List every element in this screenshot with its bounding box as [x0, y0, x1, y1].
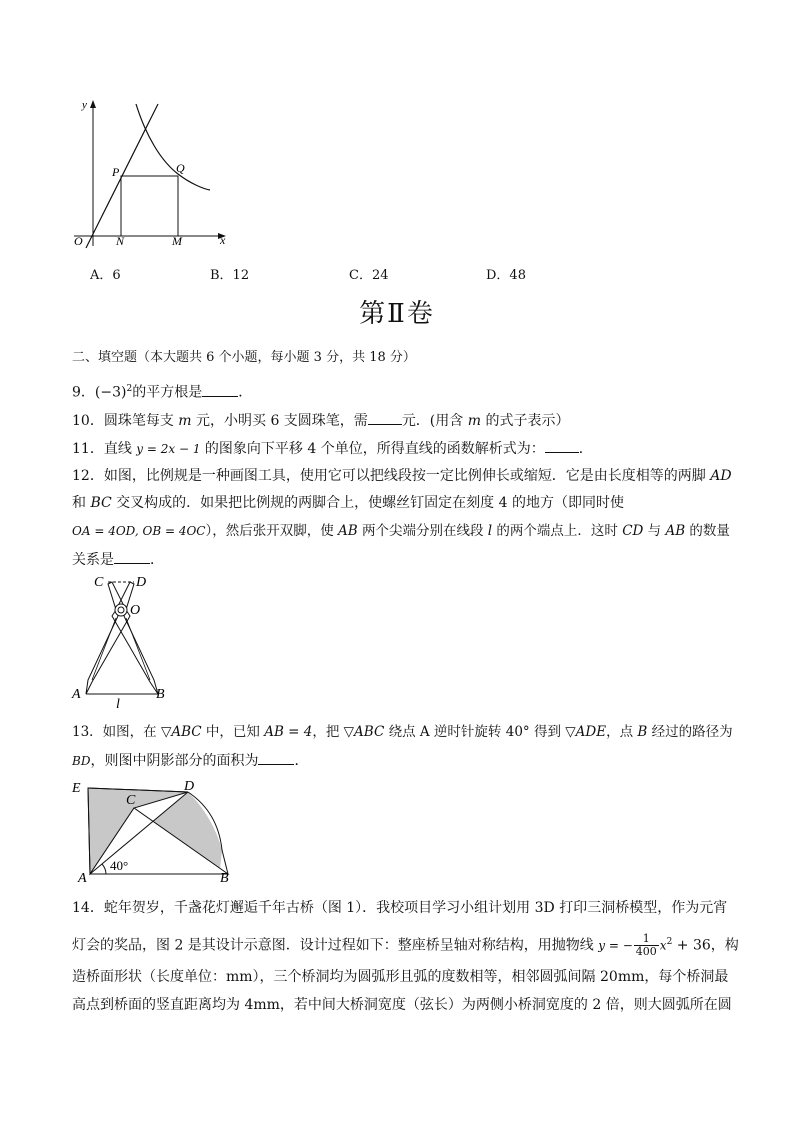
question-13-line-2 — [72, 750, 308, 771]
q13-l1g: 经过的路径为 — [647, 724, 733, 740]
q12-l4: 关系是 — [72, 552, 114, 568]
question-14-line-3: 造桥面形状（长度单位：mm），三个桥洞均为圆弧形且弧的度数相等，相邻圆弧间隔 20mm，每个桥洞最 — [72, 969, 729, 985]
q13-tri3: ▽ADE — [565, 724, 607, 740]
q14-fraction — [634, 933, 659, 958]
label-d: D — [136, 575, 147, 590]
q12-ab2: AB — [665, 523, 686, 539]
q12-l3a: ），然后张开双脚，使 — [205, 523, 339, 539]
question-14-line-1: 14．蛇年贺岁，千盏花灯邂逅千年古桥（图 1）．我校项目学习小组计划用 3D 打印三洞桥模型，作为元宵 — [72, 900, 728, 916]
q13-end: ． — [294, 753, 309, 769]
label-y: y — [82, 99, 87, 111]
label-o: O — [74, 234, 83, 248]
label-c: C — [94, 575, 104, 590]
label-p: P — [112, 165, 120, 179]
q14-y: y = − — [598, 938, 633, 953]
q10-part-b: 元，小明买 6 支圆珠笔，需 — [191, 413, 368, 429]
compass-leg-bc — [112, 582, 158, 694]
q12-l3d: 与 — [643, 523, 666, 539]
q11-part-a: 11．直线 — [72, 441, 137, 457]
q13-eq: AB = 4 — [264, 724, 313, 740]
option-b[interactable]: B．12 — [210, 268, 250, 283]
q12-equation: OA = 4OD, OB = 4OC — [72, 524, 206, 538]
q14-x-exp: 2 — [666, 937, 673, 947]
q9-base: (−3) — [94, 384, 127, 401]
q11-part-b: 的图象向下平移 4 个单位，所得直线的函数解析式为： — [200, 441, 545, 457]
q10-answer-blank[interactable] — [368, 410, 402, 425]
q9-answer-blank[interactable] — [202, 382, 238, 397]
q13-arc: BD — [72, 754, 91, 768]
q12-answer-blank[interactable] — [114, 549, 150, 564]
y-axis-arrow — [90, 100, 96, 108]
question-12-line-3 — [72, 521, 730, 541]
q14-frac-num: 1 — [634, 933, 659, 946]
label-angle: 40° — [110, 858, 129, 873]
q10-part-c: 元．(用含 — [401, 413, 468, 429]
label-a: A — [78, 871, 87, 884]
q13-answer-blank[interactable] — [258, 750, 294, 765]
q13-l1e: 得到 — [529, 724, 566, 740]
question-13-line-1 — [72, 722, 733, 742]
q13-l1f: ，点 — [606, 724, 638, 740]
rotation-figure — [66, 778, 246, 884]
q12-l2a: 和 — [72, 495, 91, 511]
label-m: M — [172, 234, 182, 248]
q9-text: 的平方根是 — [132, 384, 203, 401]
q9-end: ． — [238, 384, 253, 401]
q14-x: x — [659, 938, 667, 953]
question-9 — [72, 379, 252, 403]
q12-end: ． — [150, 552, 164, 568]
proportional-compass-figure — [66, 570, 186, 710]
label-q: Q — [176, 161, 185, 175]
inverse-function-curve — [136, 104, 210, 190]
q13-l1a: 13．如图，在 — [72, 724, 161, 740]
q14-frac-den: 400 — [635, 945, 657, 959]
option-c[interactable]: C．24 — [349, 268, 389, 283]
q12-ab: AB — [338, 523, 358, 539]
q13-l1d: 绕点 A 逆时针旋转 — [384, 724, 506, 740]
q12-l: l — [487, 523, 493, 539]
q10-part-d: 的式子表示） — [481, 413, 570, 429]
section-header: 二、填空题（本大题共 6 个小题，每小题 3 分，共 18 分） — [72, 350, 416, 365]
q12-cd: CD — [622, 523, 644, 539]
q12-l3e: 的数量 — [685, 523, 730, 539]
q13-l2: ，则图中阴影部分的面积为 — [90, 753, 259, 769]
q12-l3c: 的两个端点上．这时 — [492, 523, 623, 539]
q11-end: ． — [578, 441, 593, 457]
q14-l2b: + 36，构 — [672, 937, 739, 954]
label-x: x — [220, 233, 226, 247]
label-e: E — [72, 781, 81, 796]
q13-b: B — [637, 724, 648, 740]
q13-angle: 40° — [505, 724, 530, 740]
label-d: D — [184, 779, 195, 794]
q12-bc: BC — [90, 495, 112, 511]
label-a: A — [72, 687, 81, 702]
question-12-line-2 — [72, 493, 624, 513]
function-graph-figure — [66, 96, 236, 256]
q9-exp: 2 — [126, 384, 133, 394]
q9-number: 9． — [72, 384, 95, 401]
q13-tri1: ▽ABC — [160, 724, 202, 740]
q10-m2: m — [467, 413, 482, 429]
question-11 — [72, 438, 593, 459]
q13-l1b: 中，已知 — [201, 724, 265, 740]
q11-equation: y = 2x − 1 — [136, 442, 201, 456]
q10-m: m — [178, 413, 192, 429]
q14-l2a: 灯会的奖品，图 2 是其设计示意图．设计过程如下：整座桥呈轴对称结构，用抛物线 — [72, 937, 599, 954]
label-b: B — [220, 871, 229, 884]
q12-l3b: 两个尖端分别在线段 — [357, 523, 488, 539]
q10-part-a: 10．圆珠笔每支 — [72, 413, 179, 429]
compass-inner-left — [92, 618, 116, 680]
question-14-line-2 — [72, 932, 739, 958]
q13-l1c: ，把 — [312, 724, 344, 740]
label-o: O — [130, 603, 141, 618]
q12-ad: AD — [710, 468, 732, 484]
section-title: 第Ⅱ卷 — [359, 299, 435, 329]
question-12-line-4 — [72, 549, 164, 570]
question-12-line-1 — [72, 466, 732, 486]
q11-answer-blank[interactable] — [545, 438, 579, 453]
question-14-line-4: 高点到桥面的竖直距离均为 4mm，若中间大桥洞宽度（弦长）为两侧小桥洞宽度的 2 倍，则大圆弧所在圆 — [72, 997, 732, 1013]
label-l: l — [116, 697, 120, 710]
option-d[interactable]: D．48 — [486, 268, 526, 283]
compass-screw — [115, 604, 127, 616]
label-b: B — [156, 687, 165, 702]
q13-tri2: ▽ABC — [343, 724, 385, 740]
q12-l2b: 交叉构成的．如果把比例规的两脚合上，使螺丝钉固定在刻度 4 的地方（即同时使 — [111, 495, 624, 511]
label-c: C — [126, 793, 136, 808]
rectangle-pqmn — [121, 176, 178, 236]
q12-l1: 12．如图，比例规是一种画图工具，使用它可以把线段按一定比例伸长或缩短．它是由长度相等的两脚 — [72, 468, 711, 484]
question-10 — [72, 410, 569, 431]
option-a[interactable]: A．6 — [90, 268, 121, 283]
compass-inner-right — [126, 618, 150, 680]
label-n: N — [116, 234, 125, 248]
